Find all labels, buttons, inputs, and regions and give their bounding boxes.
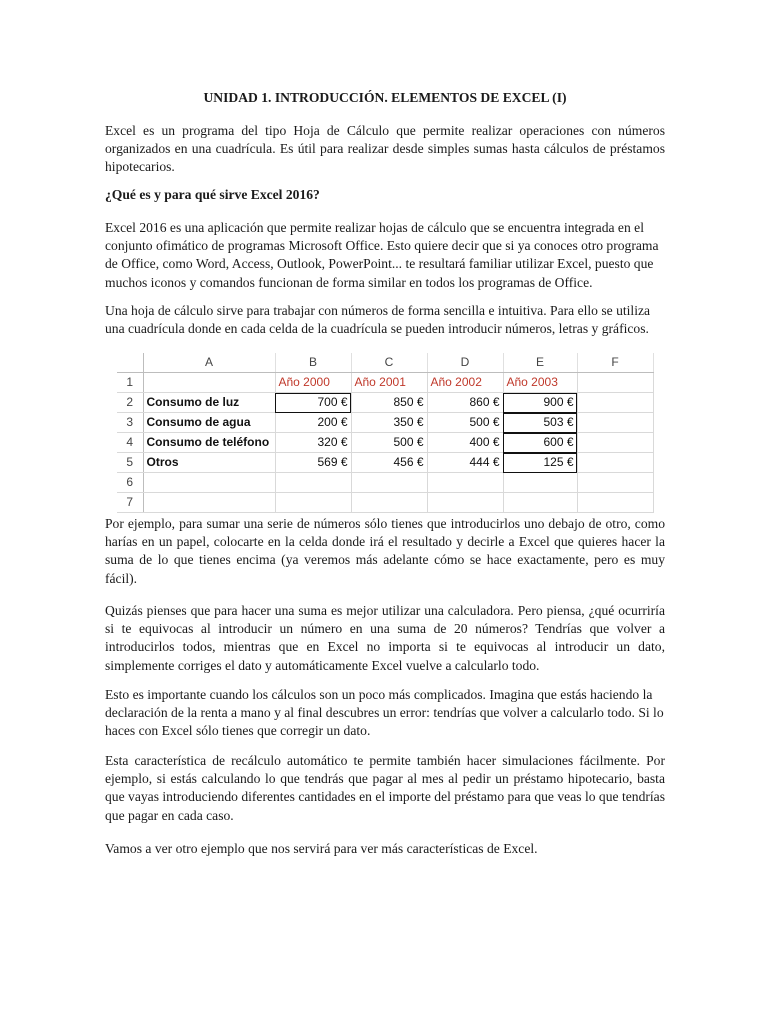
cell-c6 bbox=[351, 473, 427, 493]
year-cell: Año 2002 bbox=[427, 373, 503, 393]
column-header-f: F bbox=[577, 353, 653, 373]
value-cell: 503 € bbox=[503, 413, 577, 433]
row-label: Consumo de teléfono bbox=[143, 433, 275, 453]
corner-cell bbox=[117, 353, 143, 373]
value-cell: 456 € bbox=[351, 453, 427, 473]
paragraph-6: Esta característica de recálculo automático te permite también hacer simulaciones fácilmente. Por ejemplo, si estás calculando lo que tendrás que pagar al mes al pedir un préstamo hipotecario, basta que vayas introduciendo diferentes cantidades en el importe del préstamo para que veas lo que tendrías que pagar en cada caso. bbox=[105, 753, 665, 823]
cell-f3 bbox=[577, 413, 653, 433]
value-cell: 500 € bbox=[351, 433, 427, 453]
row-number: 1 bbox=[117, 373, 143, 393]
row-label: Consumo de agua bbox=[143, 413, 275, 433]
year-cell: Año 2001 bbox=[351, 373, 427, 393]
cell-f1 bbox=[577, 373, 653, 393]
cell-a6 bbox=[143, 473, 275, 493]
intro-paragraph: Excel es un programa del tipo Hoja de Cálculo que permite realizar operaciones con números organizados en una cuadrícula. Es útil para realizar desde simples sumas hasta cálculos de préstamos hipotecarios. bbox=[105, 123, 665, 175]
sheet-row-3 bbox=[117, 413, 653, 433]
cell-e6 bbox=[503, 473, 577, 493]
sheet-row-1 bbox=[117, 373, 653, 393]
value-cell: 400 € bbox=[427, 433, 503, 453]
cell-a1 bbox=[143, 373, 275, 393]
cell-f6 bbox=[577, 473, 653, 493]
column-header-a: A bbox=[143, 353, 275, 373]
row-label: Consumo de luz bbox=[143, 393, 275, 413]
cell-d6 bbox=[427, 473, 503, 493]
row-number: 4 bbox=[117, 433, 143, 453]
sheet-row-6 bbox=[117, 473, 653, 493]
cell-e7 bbox=[503, 493, 577, 513]
row-number: 3 bbox=[117, 413, 143, 433]
row-number: 5 bbox=[117, 453, 143, 473]
year-cell: Año 2003 bbox=[503, 373, 577, 393]
row-label: Otros bbox=[143, 453, 275, 473]
value-cell: 850 € bbox=[351, 393, 427, 413]
cell-b6 bbox=[275, 473, 351, 493]
paragraph-2: Una hoja de cálculo sirve para trabajar con números de forma sencilla e intuitiva. Para ello se utiliza una cuadrícula donde en cada celda de la cuadrícula se pueden introducir números, letras y gráficos. bbox=[105, 303, 651, 337]
year-cell: Año 2000 bbox=[275, 373, 351, 393]
column-header-b: B bbox=[275, 353, 351, 373]
cell-c7 bbox=[351, 493, 427, 513]
cell-f4 bbox=[577, 433, 653, 453]
paragraph-7: Vamos a ver otro ejemplo que nos servirá para ver más características de Excel. bbox=[105, 841, 538, 856]
sheet-row-2 bbox=[117, 393, 653, 413]
value-cell: 569 € bbox=[275, 453, 351, 473]
column-header-c: C bbox=[351, 353, 427, 373]
column-header-e: E bbox=[503, 353, 577, 373]
value-cell: 600 € bbox=[503, 433, 577, 453]
row-number: 7 bbox=[117, 493, 143, 513]
value-cell: 900 € bbox=[503, 393, 577, 413]
value-cell: 125 € bbox=[503, 453, 577, 473]
paragraph-1: Excel 2016 es una aplicación que permite realizar hojas de cálculo que se encuentra integrada en el conjunto ofimático de programas Microsoft Office. Esto quiere decir que si ya conoces otro programa de Office, como Word, Access, Outlook, PowerPoint... te resultará familiar utilizar Excel, puesto que muchos iconos y comandos funcionan de forma similar en todos los programas de Office. bbox=[105, 220, 659, 290]
sheet-row-4 bbox=[117, 433, 653, 453]
cell-f7 bbox=[577, 493, 653, 513]
spreadsheet-figure bbox=[117, 353, 653, 510]
spreadsheet-table bbox=[117, 353, 654, 513]
cell-f2 bbox=[577, 393, 653, 413]
value-cell: 500 € bbox=[427, 413, 503, 433]
column-header-row bbox=[117, 353, 653, 373]
section-heading: ¿Qué es y para qué sirve Excel 2016? bbox=[105, 187, 320, 202]
value-cell: 350 € bbox=[351, 413, 427, 433]
paragraph-5: Esto es importante cuando los cálculos son un poco más complicados. Imagina que estás haciendo la declaración de la renta a mano y al final descubres un error: tendrías que volver a calcularlo todo. Si lo haces con Excel sólo tienes que corregir un dato. bbox=[105, 687, 664, 739]
sheet-row-7 bbox=[117, 493, 653, 513]
cell-d7 bbox=[427, 493, 503, 513]
paragraph-3: Por ejemplo, para sumar una serie de números sólo tienes que introducirlos uno debajo de otro, como harías en un papel, colocarte en la celda donde irá el resultado y decirle a Excel que quieres hacer la suma de lo que tienes encima (ya veremos más adelante cómo se hace exactamente, pero es muy fácil). bbox=[105, 516, 665, 586]
value-cell: 860 € bbox=[427, 393, 503, 413]
column-header-d: D bbox=[427, 353, 503, 373]
row-number: 6 bbox=[117, 473, 143, 493]
value-cell: 320 € bbox=[275, 433, 351, 453]
cell-a7 bbox=[143, 493, 275, 513]
value-cell: 700 € bbox=[275, 393, 351, 413]
paragraph-4: Quizás pienses que para hacer una suma es mejor utilizar una calculadora. Pero piensa, ¿qué ocurriría si te equivocas al introducir un número en una suma de 20 números? Tendrías que volver a introducirlos todos, mientras que en Excel no importa si te equivocas al introducir un dato, simplemente corriges el dato y automáticamente Excel vuelve a calcularlo todo. bbox=[105, 603, 665, 673]
cell-b7 bbox=[275, 493, 351, 513]
value-cell: 200 € bbox=[275, 413, 351, 433]
document-title: UNIDAD 1. INTRODUCCIÓN. ELEMENTOS DE EXCEL (I) bbox=[203, 90, 567, 105]
row-number: 2 bbox=[117, 393, 143, 413]
value-cell: 444 € bbox=[427, 453, 503, 473]
sheet-row-5 bbox=[117, 453, 653, 473]
cell-f5 bbox=[577, 453, 653, 473]
